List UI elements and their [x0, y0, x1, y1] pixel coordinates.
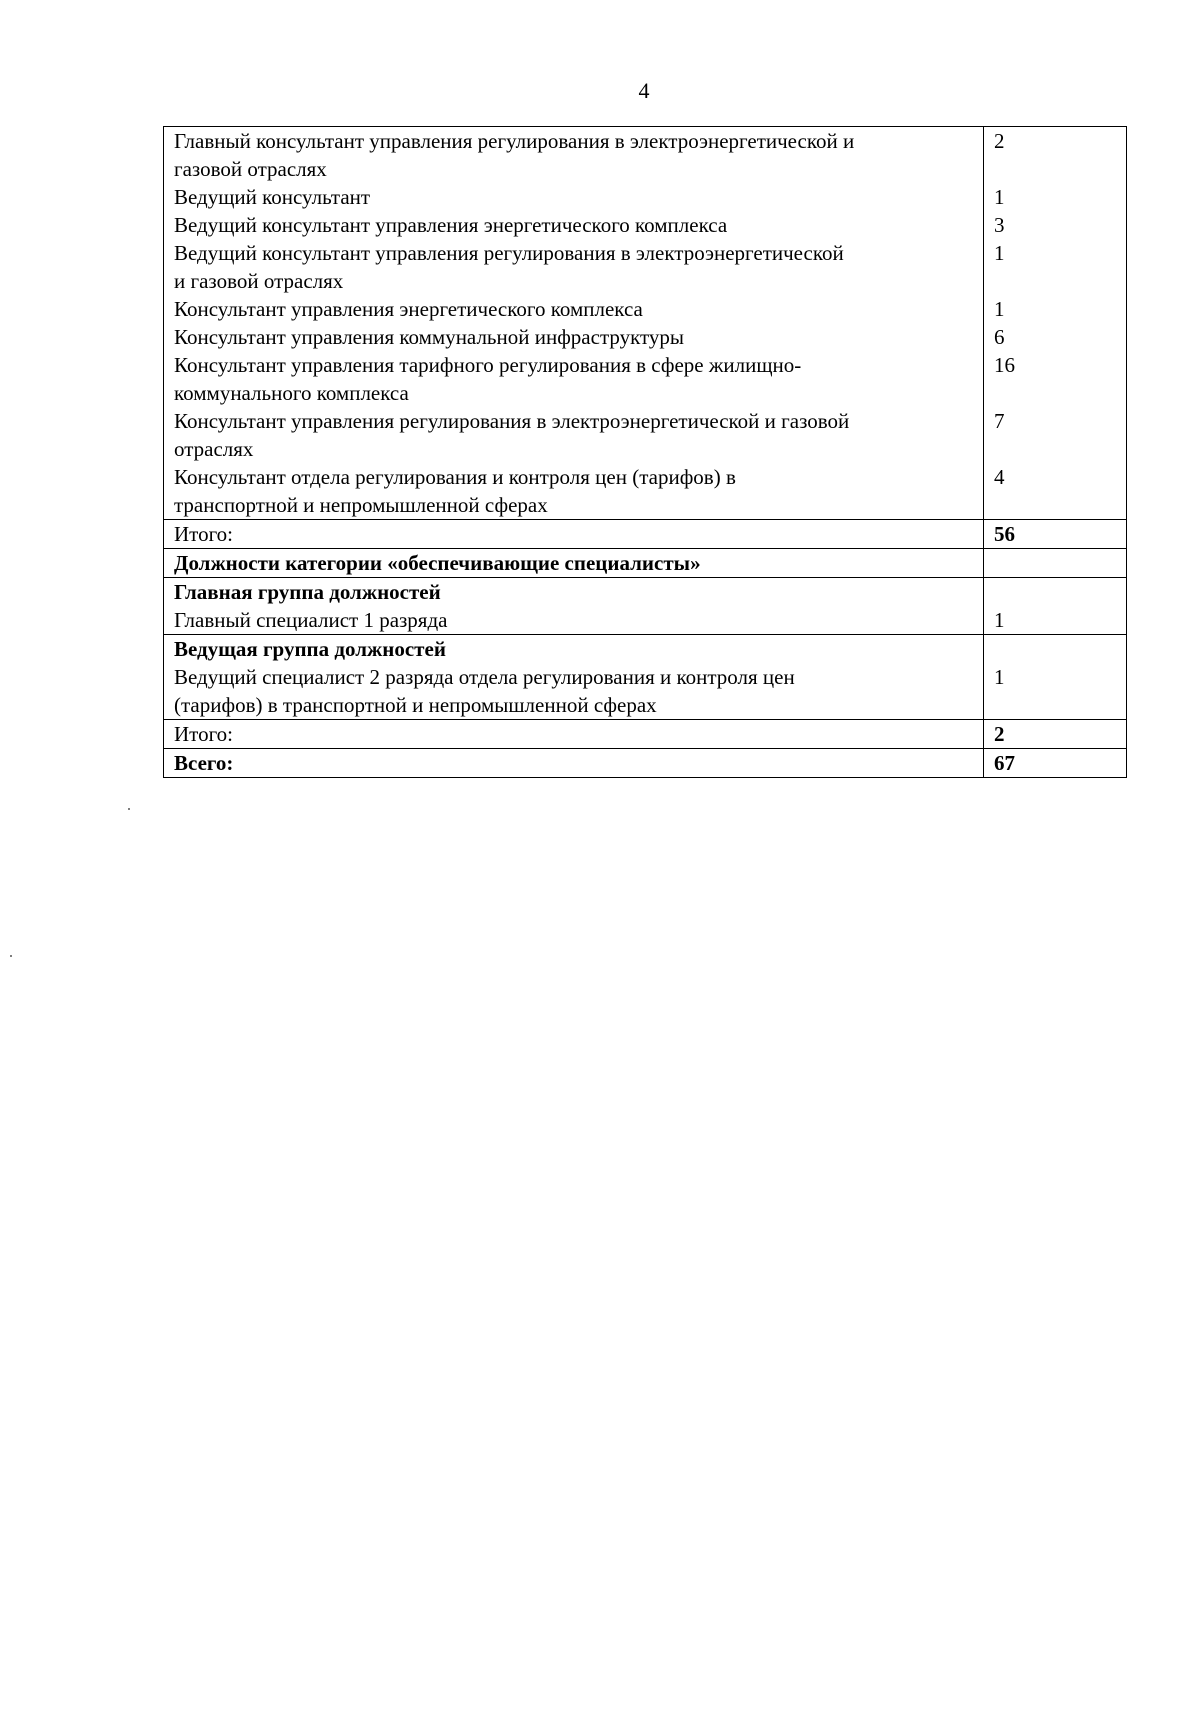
group-title: Главная группа должностей: [174, 580, 441, 604]
scan-speck: [128, 808, 130, 810]
position-line: и газовой отраслях: [174, 269, 344, 293]
position-line: Консультант управления энергетического комплекса: [174, 297, 643, 321]
main-group-cell: [164, 578, 984, 635]
position-count: [994, 379, 1118, 407]
table-row-subtotal: [164, 520, 1127, 549]
position-count: 1: [993, 185, 1005, 209]
lead-group-count-cell: [983, 635, 1126, 720]
empty-cell: [983, 549, 1126, 578]
position-count: [994, 435, 1118, 463]
position-count: 7: [993, 409, 1005, 433]
table-row-consultants: [164, 127, 1127, 520]
group-item: (тарифов) в транспортной и непромышленной сферах: [174, 693, 657, 717]
position-count: 4: [993, 465, 1005, 489]
position-line: отраслях: [174, 437, 254, 461]
position-line: Ведущий консультант управления регулирования в электроэнергетической: [174, 241, 844, 265]
position-count: 16: [993, 353, 1015, 377]
position-line: транспортной и непромышленной сферах: [174, 493, 548, 517]
grand-total-label: Всего:: [164, 749, 984, 778]
positions-cell: [164, 127, 984, 520]
position-line: Ведущий консультант управления энергетического комплекса: [174, 213, 728, 237]
position-count: [994, 155, 1118, 183]
position-count: [994, 267, 1118, 295]
table-row-subtotal: [164, 720, 1127, 749]
position-count: 6: [993, 325, 1005, 349]
table-row-main-group: [164, 578, 1127, 635]
position-line: Консультант управления тарифного регулирования в сфере жилищно-: [174, 353, 802, 377]
group-count: 1: [993, 665, 1005, 689]
table-row-category-header: [164, 549, 1127, 578]
position-line: Консультант управления коммунальной инфраструктуры: [174, 325, 685, 349]
count-cell: [983, 127, 1126, 520]
position-count: [994, 491, 1118, 519]
position-line: газовой отраслях: [174, 157, 327, 181]
position-count: 1: [993, 297, 1005, 321]
category-header: Должности категории «обеспечивающие специалисты»: [164, 549, 984, 578]
table-row-lead-group: [164, 635, 1127, 720]
subtotal-value: 56: [983, 520, 1126, 549]
position-line: Ведущий консультант: [174, 185, 371, 209]
position-line: коммунального комплекса: [174, 381, 409, 405]
subtotal-value: 2: [983, 720, 1126, 749]
position-line: Консультант управления регулирования в электроэнергетической и газовой: [174, 409, 850, 433]
lead-group-cell: [164, 635, 984, 720]
position-line: Консультант отдела регулирования и контроля цен (тарифов) в: [174, 465, 736, 489]
position-line: Главный консультант управления регулирования в электроэнергетической и: [174, 129, 855, 153]
scan-speck: [10, 955, 12, 957]
position-count: 2: [993, 129, 1005, 153]
group-count: 1: [993, 608, 1005, 632]
subtotal-label: Итого:: [164, 520, 984, 549]
main-group-count-cell: [983, 578, 1126, 635]
group-item: Ведущий специалист 2 разряда отдела регулирования и контроля цен: [174, 665, 795, 689]
page-number: 4: [638, 78, 650, 103]
group-item: Главный специалист 1 разряда: [174, 608, 448, 632]
grand-total-value: 67: [983, 749, 1126, 778]
position-count: 1: [993, 241, 1005, 265]
table-row-grand-total: [164, 749, 1127, 778]
position-count: 3: [993, 213, 1005, 237]
group-title: Ведущая группа должностей: [174, 637, 446, 661]
staff-positions-table: [163, 126, 1127, 778]
subtotal-label: Итого:: [164, 720, 984, 749]
